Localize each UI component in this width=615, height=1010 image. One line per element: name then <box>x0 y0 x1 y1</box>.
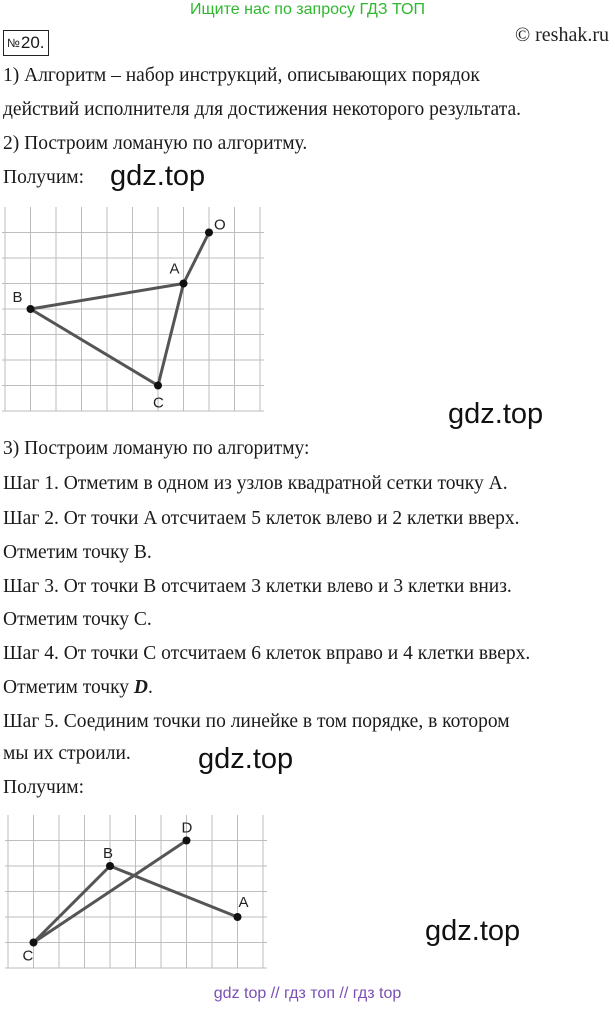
step-5: Шаг 5. Соединим точки по линейке в том порядке, в котором <box>3 711 510 732</box>
watermark: gdz.top <box>198 743 294 775</box>
fig2-label-d: D <box>181 819 193 837</box>
fig2-point-a <box>234 913 242 921</box>
fig1-point-c <box>154 382 162 390</box>
search-banner: Ищите нас по запросу ГДЗ ТОП <box>190 1 425 18</box>
figure-2-polyline <box>5 815 267 968</box>
fig1-point-b <box>27 305 35 313</box>
fig2-point-d <box>183 837 191 845</box>
step-4-mark-text: Отметим точку <box>3 677 134 698</box>
footer-watermark: gdz top // гдз топ // гдз top <box>213 985 402 1002</box>
part2-heading: 2) Построим ломаную по алгоритму. <box>3 133 308 154</box>
fig1-grid <box>2 207 264 411</box>
fig2-label-b: B <box>103 845 114 862</box>
copyright-notice: © reshak.ru <box>514 24 609 46</box>
watermark: gdz.top <box>110 160 206 192</box>
step-3-mark: Отметим точку C. <box>3 609 152 630</box>
step-1: Шаг 1. Отметим в одном из узлов квадратной сетки точку A. <box>3 473 508 494</box>
fig2-grid <box>5 815 267 968</box>
step-5-cont: мы их строили. <box>3 743 131 764</box>
step-3: Шаг 3. От точки B отсчитаем 3 клетки влево и 3 клетки вниз. <box>3 576 512 597</box>
definition-line-1: 1) Алгоритм – набор инструкций, описывающих порядок <box>3 65 480 86</box>
result-label-2: Получим: <box>3 777 85 798</box>
fig1-label-a: A <box>169 260 180 278</box>
fig1-point-o <box>205 229 213 237</box>
period: . <box>148 677 153 698</box>
result-label-1: Получим: <box>3 167 85 188</box>
watermark: gdz.top <box>448 398 544 430</box>
fig1-label-o: O <box>214 216 226 234</box>
number-sign: № <box>7 36 20 50</box>
fig1-label-c: C <box>153 394 164 412</box>
definition-line-2: действий исполнителя для достижения некоторого результата. <box>3 99 521 120</box>
fig2-label-c: C <box>22 947 34 965</box>
watermark: gdz.top <box>425 915 521 947</box>
step-2: Шаг 2. От точки A отсчитаем 5 клеток влево и 2 клетки вверх. <box>3 508 520 529</box>
point-d-label: D <box>133 677 149 698</box>
task-number: 20. <box>20 33 45 52</box>
figure-1-polyline <box>2 207 264 412</box>
fig2-label-a: A <box>238 894 249 911</box>
fig1-label-b: B <box>12 289 23 306</box>
fig1-point-a <box>180 280 188 288</box>
step-4: Шаг 4. От точки C отсчитаем 6 клеток вправо и 4 клетки вверх. <box>3 643 531 664</box>
step-2-mark: Отметим точку B. <box>3 542 152 563</box>
part3-heading: 3) Построим ломаную по алгоритму: <box>3 438 310 459</box>
fig2-point-b <box>106 862 114 870</box>
fig2-point-c <box>30 939 38 947</box>
